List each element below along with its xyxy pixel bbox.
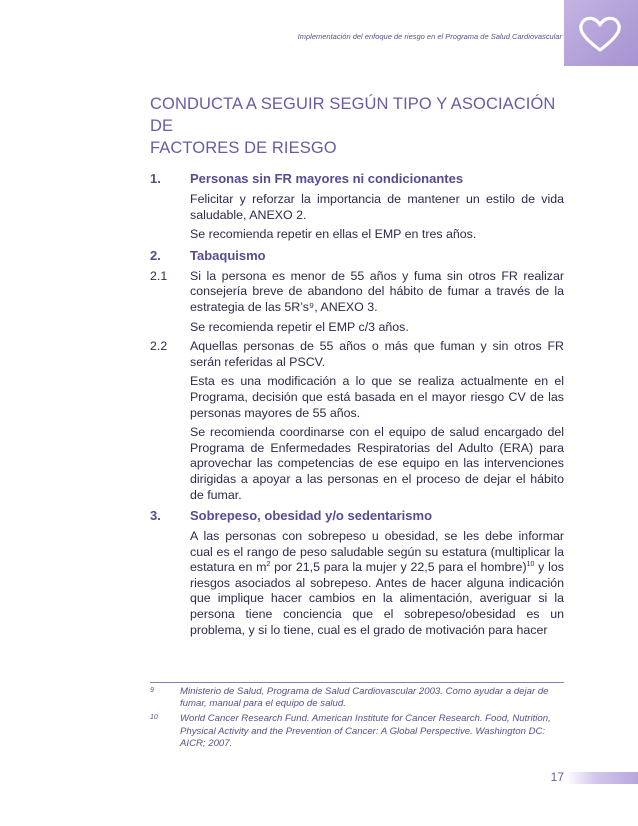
footnote-divider (150, 682, 564, 683)
superscript: 2 (266, 561, 271, 569)
item-number: 1. (150, 171, 161, 186)
subitem-number: 2.1 (150, 268, 168, 283)
item-1-heading (150, 170, 564, 187)
section-title (150, 93, 570, 159)
item-title: Tabaquismo (190, 247, 266, 263)
subitem-2-1 (150, 269, 564, 316)
item-3-heading (150, 507, 564, 524)
footnote-number: 10 (150, 714, 158, 722)
footnote-text: Ministerio de Salud, Programa de Salud Cardiovascular 2003. Como ayudar a dejar de fumar, manual para el equipo de salud. (180, 686, 549, 710)
paragraph (190, 529, 564, 638)
footnote (150, 713, 564, 750)
running-header: Implementación del enfoque de riesgo en el Programa de Salud Cardiovascular (297, 32, 562, 41)
footnote-ref: 10 (526, 561, 535, 569)
section-title-line-1: CONDUCTA A SEGUIR SEGÚN TIPO Y ASOCIACIÓN DE (150, 95, 556, 135)
item-number: 3. (150, 508, 161, 524)
footnote (150, 686, 564, 710)
footnotes (150, 686, 564, 753)
footnote-text: World Cancer Research Fund. American Institute for Cancer Research. Food, Nutrition, Physical Activity and the Prevention of Cancer: A Global Perspective. Washington DC: AICR; 2007. (180, 713, 551, 749)
paragraph: Se recomienda coordinarse con el equipo de salud encargado del Programa de Enfermedades Respiratorias del Adulto (ERA) para aprovechar las competencias de ese equipo en las intervenciones dirigidas a apoyar a las personas en el proceso de dejar el hábito de fumar. (190, 425, 564, 502)
item-number: 2. (150, 247, 161, 263)
header-logo-block (564, 0, 638, 66)
paragraph: Esta es una modificación a lo que se realiza actualmente en el Programa, decisión que está basada en el mayor riesgo CV de las personas mayores de 55 años. (190, 374, 564, 420)
subitem-text: Si la persona es menor de 55 años y fuma sin otros FR realizar consejería breve de abandono del hábito de fumar a través de la estrategia de las 5R’s⁹, ANEXO 3. (190, 268, 564, 314)
section-title-line-2: FACTORES DE RIESGO (150, 139, 337, 157)
subitem-text: Aquellas personas de 55 años o más que fuman y sin otros FR serán referidas al PSCV. (190, 339, 564, 369)
item-title: Personas sin FR mayores ni condicionantes (190, 171, 464, 186)
footnote-number: 9 (150, 687, 154, 694)
heart-outline-icon (574, 14, 626, 54)
page-number: 17 (550, 770, 564, 784)
paragraph: Se recomienda repetir en ellas el EMP en tres años. (190, 227, 477, 242)
subitem-number: 2.2 (150, 339, 168, 354)
paragraph: Se recomienda repetir el EMP c/3 años. (190, 319, 409, 334)
page-number-bar (566, 772, 638, 784)
text-run: y los riesgos asociados al sobrepeso. Antes de hacer alguna indicación que implique hacer cambios en la alimentación, averiguar si la persona tiene conciencia que el sobrepeso/obesidad es un problema, y si lo tiene, cual es el grado de motivación para hacer (190, 560, 564, 637)
paragraph: Felicitar y reforzar la importancia de mantener un estilo de vida saludable, ANEXO 2. (190, 192, 564, 222)
item-2-heading (150, 247, 564, 264)
main-content (150, 170, 564, 642)
text-run: A las personas con sobrepeso u obesidad, se les debe informar cual es el rango de peso saludable según su estatura (multiplicar la estatura en m (190, 529, 564, 575)
subitem-2-2 (150, 339, 564, 370)
text-run: por 21,5 para la mujer y 22,5 para el hombre) (270, 560, 527, 575)
item-title: Sobrepeso, obesidad y/o sedentarismo (190, 508, 433, 524)
